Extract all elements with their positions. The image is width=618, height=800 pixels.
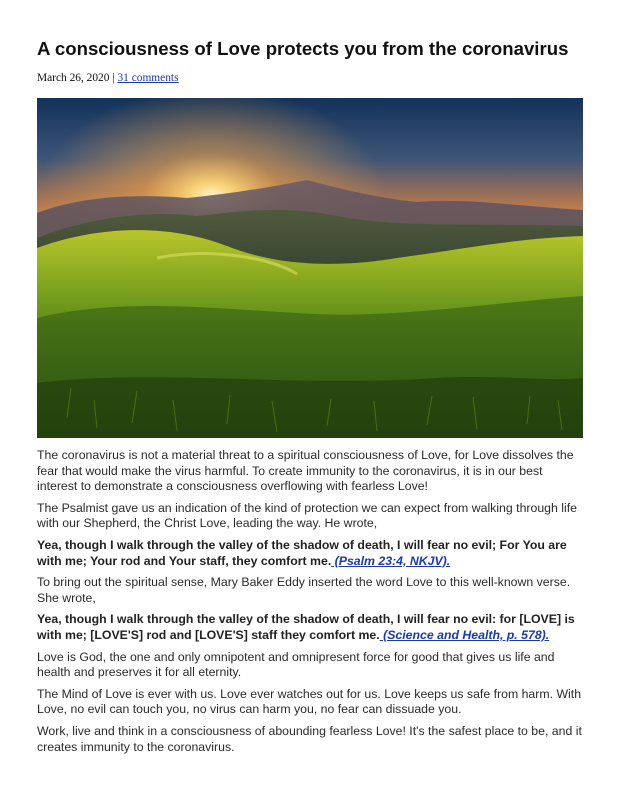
quote-1-text: Yea, though I walk through the valley of the shadow of death, I will fear no evil; For You are with me; Your rod and Your staff, they comfort me. (37, 537, 567, 568)
hero-image (37, 98, 583, 438)
post-title: A consciousness of Love protects you from the coronavirus (37, 38, 569, 59)
scripture-quote-2 (37, 612, 583, 643)
paragraph-1: The coronavirus is not a material threat to a spiritual consciousness of Love, for Love dissolves the fear that would make the virus harmful. To create immunity to the coronavirus, it is in our best interest to demonstrate a consciousness overflowing with fearless Love! (37, 448, 574, 494)
post-date: March 26, 2020 (37, 72, 110, 84)
post-content (37, 448, 583, 761)
quote-2-text: Yea, though I walk through the valley of the shadow of death, I will fear no evil: for [LOVE] is with me; [LOVE'S] rod and [LOVE'S] staff they comfort me. (37, 612, 575, 642)
hero-landscape (37, 98, 583, 438)
comments-link[interactable]: 31 comments (117, 72, 179, 84)
quote-1-reference-link[interactable]: (Psalm 23:4, NKJV). (331, 553, 451, 568)
paragraph-2: The Psalmist gave us an indication of the kind of protection we can expect from walking through life with our Shepherd, the Christ Love, leading the way. He wrote, (37, 500, 577, 531)
paragraph-5: The Mind of Love is ever with us. Love ever watches out for us. Love keeps us safe from harm. With Love, no evil can touch you, no virus can harm you, no fear can dissuade you. (37, 686, 582, 717)
paragraph-6: Work, live and think in a consciousness of abounding fearless Love! It's the safest place to be, and it creates immunity to the coronavirus. (37, 723, 582, 754)
quote-2-reference-link[interactable]: (Science and Health, p. 578). (379, 627, 550, 642)
paragraph-4: Love is God, the one and only omnipotent and omnipresent force for good that gives us life and health and preserves it for all eternity. (37, 649, 555, 680)
meta-separator: | (112, 72, 115, 84)
post-meta (37, 72, 179, 85)
scripture-quote-1 (37, 538, 583, 569)
paragraph-3: To bring out the spiritual sense, Mary Baker Eddy inserted the word Love to this well-known verse. She wrote, (37, 575, 571, 605)
